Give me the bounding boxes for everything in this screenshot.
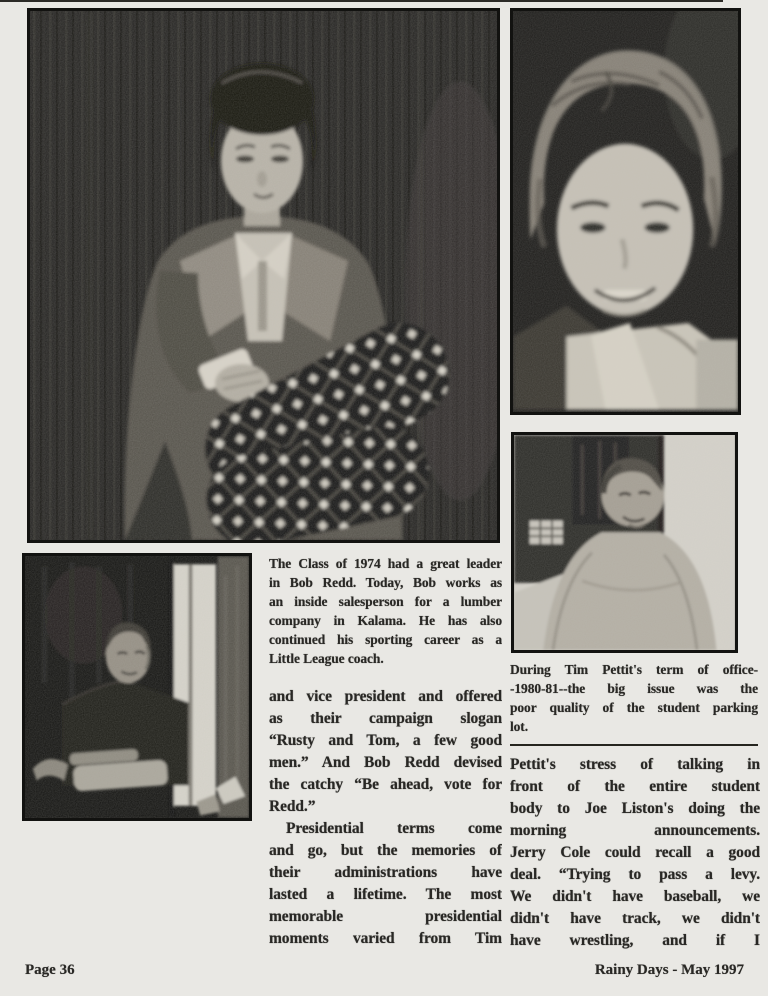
photo-bob-redd-illustration [30,11,497,540]
photo-man-at-desk-illustration [25,556,249,818]
photo-student-portrait [510,8,741,415]
column-divider-rule [510,744,758,746]
page-number: Page 36 [25,962,75,978]
paragraph-campaign-slogan: and vice president and offered as their campaign slogan “Rusty and Tom, a few good men.” And Bob Redd devised the catchy “Be ahead, vote for Redd.” [269,688,502,815]
photo-man-in-sweater [511,432,738,653]
caption-bob-redd: The Class of 1974 had a great leader in Bob Redd. Today, Bob works as an inside salesperson for a lumber company in Kalama. He has also continued his sporting career as a Little League coach. [269,556,502,666]
article-middle-column [269,686,502,950]
article-right-column: Pettit's stress of talking in front of the entire student body to Joe Liston's doing the morning announcements. Jerry Cole could recall a good deal. “Trying to pass a levy. We didn't have baseball, we didn't have track, we didn't have wrestling, and if I [510,756,760,949]
photo-man-in-sweater-illustration [514,435,735,650]
footer-rule [0,0,723,2]
paragraph-presidential-terms: Presidential terms come and go, but the memories of their administrations have lasted a lifetime. The most memorable presidential moments varied from Tim [269,820,502,947]
photo-man-at-desk [22,553,252,821]
caption-tim-pettit: During Tim Pettit's term of office- -1980-81--the big issue was the poor quality of the student parking lot. [510,662,758,734]
publication-title: Rainy Days - May 1997 [594,962,744,978]
photo-bob-redd-seated [27,8,500,543]
photo-student-portrait-illustration [513,11,738,412]
